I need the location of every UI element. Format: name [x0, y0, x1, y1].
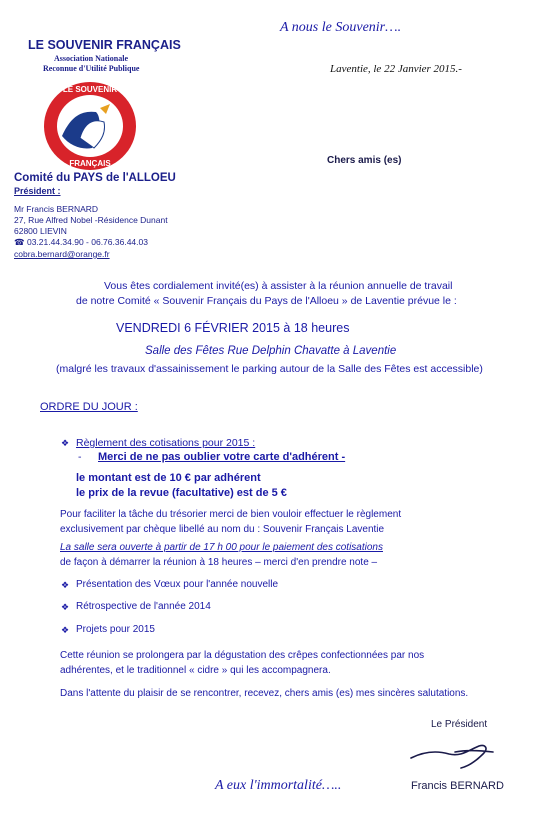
souvenir-francais-logo	[40, 78, 140, 174]
diamond-bullet-icon: ❖	[61, 438, 70, 448]
event-note: (malgré les travaux d'assainissement le parking autour de la Salle des Fêtes est accessible)	[56, 363, 483, 375]
item1-title: Règlement des cotisations pour 2015 :	[76, 437, 256, 449]
sender-name: Mr Francis BERNARD	[14, 204, 99, 214]
closing-line-1: Cette réunion se prolongera par la dégustation des crêpes confectionnées par nos	[60, 650, 425, 661]
diamond-bullet-icon: ❖	[61, 625, 70, 635]
diamond-bullet-icon: ❖	[61, 580, 70, 590]
event-date: VENDREDI 6 FÉVRIER 2015 à 18 heures	[116, 321, 350, 335]
item1-amount-member: le montant est de 10 € par adhérent	[76, 472, 261, 484]
treasurer-line-1: Pour faciliter la tâche du trésorier merci de bien vouloir effectuer le règlement	[60, 509, 402, 520]
intro-line-1: Vous êtes cordialement invité(es) à assister à la réunion annuelle de travail	[104, 280, 453, 292]
org-subtitle-2: Reconnue d'Utilité Publique	[43, 64, 140, 73]
item3: Rétrospective de l'année 2014	[76, 601, 211, 612]
closing-line-2: adhérentes, et le traditionnel « cidre » qui les accompagnera.	[60, 665, 331, 676]
motto-top: A nous le Souvenir….	[280, 20, 402, 35]
phone-icon: ☎	[14, 237, 25, 247]
sender-city: 62800 LIEVIN	[14, 226, 67, 236]
item1-reminder: Merci de ne pas oublier votre carte d'adhérent -	[98, 451, 346, 463]
place-date: Laventie, le 22 Janvier 2015.-	[330, 63, 462, 75]
opening-line-2: de façon à démarrer la réunion à 18 heures – merci d'en prendre note –	[60, 557, 378, 568]
intro-line-2: de notre Comité « Souvenir Français du Pays de l'Alloeu » de Laventie prévue le :	[76, 295, 457, 307]
phone-numbers: 03.21.44.34.90 - 06.76.36.44.03	[26, 237, 148, 247]
event-place: Salle des Fêtes Rue Delphin Chavatte à Laventie	[145, 345, 397, 357]
treasurer-line-2: exclusivement par chèque libellé au nom du : Souvenir Français Laventie	[60, 524, 385, 535]
sender-phone	[14, 237, 148, 248]
logo-text-top: LE SOUVENIR	[62, 85, 118, 94]
diamond-bullet-icon: ❖	[61, 602, 70, 612]
org-subtitle-1: Association Nationale	[54, 54, 128, 63]
signature-icon	[405, 738, 500, 772]
opening-line-1: La salle sera ouverte à partir de 17 h 00 pour le paiement des cotisations	[60, 542, 383, 553]
closing-line-3: Dans l'attente du plaisir de se rencontrer, recevez, chers amis (es) mes sincères salutations.	[60, 688, 469, 699]
item1-amount-review: le prix de la revue (facultative) est de 5 €	[76, 487, 287, 499]
item1-dash: -	[78, 451, 82, 463]
item2: Présentation des Vœux pour l'année nouvelle	[76, 579, 279, 590]
agenda-title: ORDRE DU JOUR :	[40, 401, 138, 413]
org-name: LE SOUVENIR FRANÇAIS	[28, 38, 181, 52]
signer-name: Francis BERNARD	[411, 780, 504, 792]
president-label: Président :	[14, 186, 61, 196]
motto-bottom: A eux l'immortalité…..	[215, 778, 342, 793]
committee-name: Comité du PAYS de l'ALLOEU	[14, 172, 176, 184]
logo-text-bottom: FRANÇAIS	[69, 159, 111, 168]
sender-email[interactable]: cobra.bernard@orange.fr	[14, 249, 110, 259]
item4: Projets pour 2015	[76, 624, 155, 635]
signer-role: Le Président	[431, 719, 488, 730]
salutation: Chers amis (es)	[327, 155, 402, 166]
sender-address: 27, Rue Alfred Nobel -Résidence Dunant	[14, 215, 168, 225]
